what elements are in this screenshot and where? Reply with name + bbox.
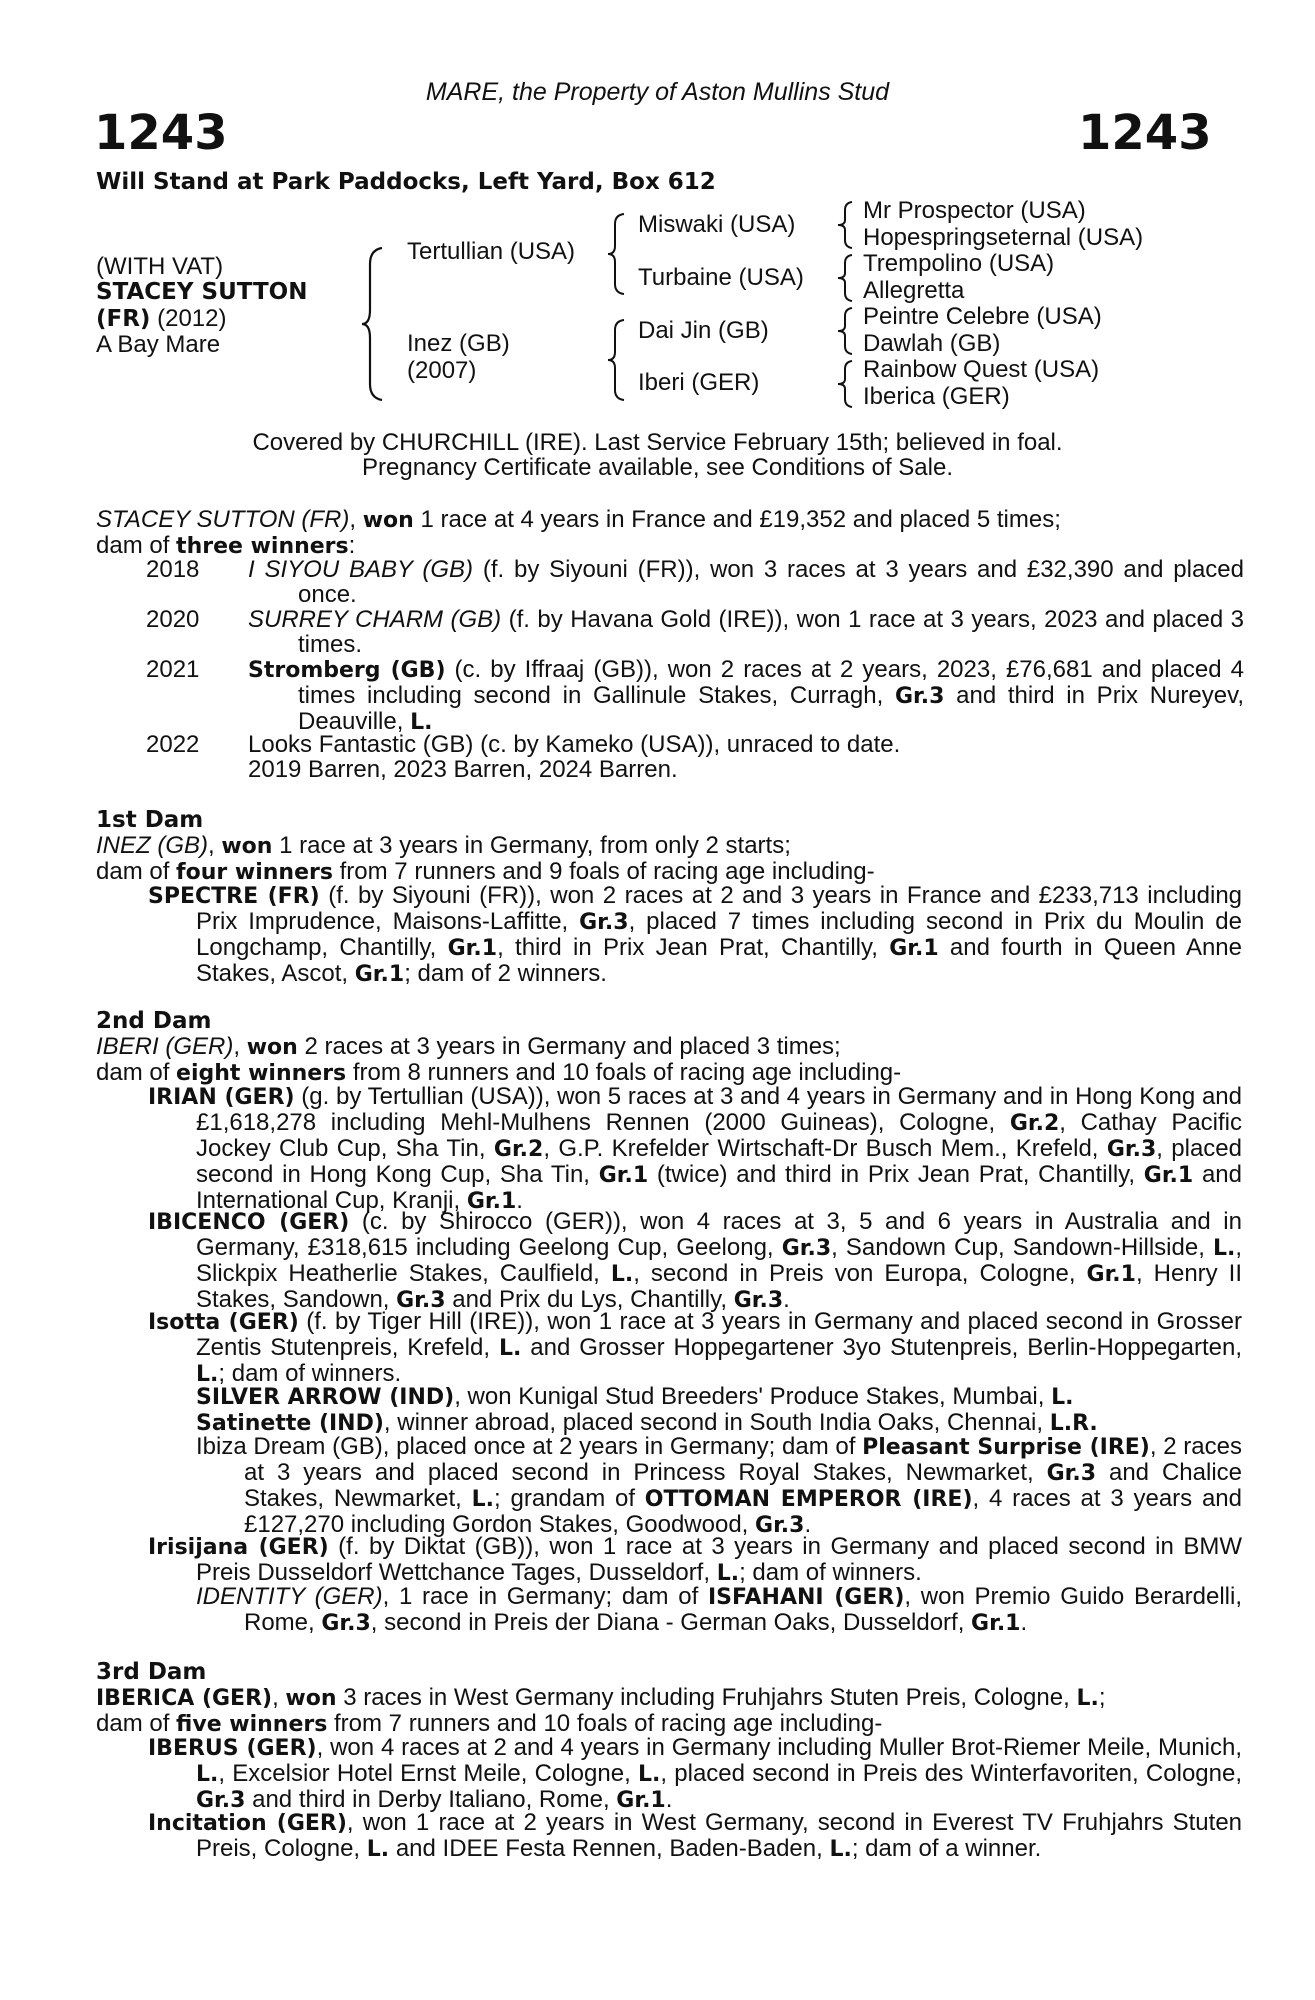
pedigree-brace-dam xyxy=(606,318,628,402)
third-dam-progeny-incitation: Incitation (GER), won 1 race at 2 years in West Germany, second in Everest TV Fruhjahrs Stuten Preis, Cologne, L. and IDEE Festa Rennen, Baden-Baden, L.; dam of a winner. xyxy=(148,1809,1243,1862)
second-dam-progeny-isotta: Isotta (GER) (f. by Tiger Hill (IRE)), won 1 race at 3 years in Germany and placed second in Grosser Zentis Stutenpreis, Krefeld, L. and Grosser Hoppegartener 3yo Stutenpreis, Berlin-Hoppegarten, L.; dam of winners. xyxy=(148,1308,1242,1387)
lot-number-right: 1243 xyxy=(1078,105,1212,161)
horse-name: STACEY SUTTON xyxy=(96,279,308,305)
gg-sire-1: Mr Prospector (USA) xyxy=(863,197,1086,224)
first-dam-heading: 1st Dam xyxy=(96,807,204,833)
horse-origin: (FR) xyxy=(96,306,151,332)
gg-sire-4: Rainbow Quest (USA) xyxy=(863,356,1100,383)
third-dam-heading: 3rd Dam xyxy=(96,1659,207,1685)
pedigree-brace-gg4 xyxy=(836,359,856,409)
pedigree-brace-gg2 xyxy=(836,253,856,303)
mare-record: STACEY SUTTON (FR), won 1 race at 4 years in France and £19,352 and placed 5 times; dam of three winners: xyxy=(96,506,1061,559)
gg-sire-2: Trempolino (USA) xyxy=(863,250,1055,277)
dam-sire: Dai Jin (GB) xyxy=(638,317,769,344)
second-dam-heading: 2nd Dam xyxy=(96,1008,212,1034)
produce-year-2021: 2021 xyxy=(146,656,200,683)
covered-line-1: Covered by CHURCHILL (IRE). Last Service February 15th; believed in foal. xyxy=(252,429,1063,456)
produce-year-2018: 2018 xyxy=(146,556,200,583)
pedigree-brace-gg3 xyxy=(836,306,856,356)
horse-description: A Bay Mare xyxy=(96,331,221,358)
produce-2020: SURREY CHARM (GB) (f. by Havana Gold (IRE)), won 1 race at 3 years, 2023 and placed 3 times. xyxy=(248,606,1244,658)
isotta-progeny: SILVER ARROW (IND), won Kunigal Stud Breeders' Produce Stakes, Mumbai, L. Satinette (IND), winner abroad, placed second in South India Oaks, Chennai, L.R. xyxy=(196,1383,1098,1436)
isotta-progeny-ibiza: Ibiza Dream (GB), placed once at 2 years in Germany; dam of Pleasant Surprise (IRE), 2 races at 3 years and placed second in Princess Royal Stakes, Newmarket, Gr.3 and Chalice Stakes, Newmarket, L.; grandam of OTTOMAN EMPEROR (IRE), 4 races at 3 years and £127,270 including Gordon Stakes, Goodwood, Gr.3. xyxy=(196,1433,1242,1538)
first-dam-record: INEZ (GB), won 1 race at 3 years in Germany, from only 2 starts; dam of four winners from 7 runners and 9 foals of racing age including- xyxy=(96,832,875,885)
sire-name: Tertullian (USA) xyxy=(407,238,576,265)
pedigree-brace-main xyxy=(360,244,390,404)
gg-dam-4: Iberica (GER) xyxy=(863,383,1010,410)
produce-year-2020: 2020 xyxy=(146,606,200,633)
vat-label: (WITH VAT) xyxy=(96,253,224,280)
pedigree-brace-sire xyxy=(606,212,628,296)
sire-sire: Miswaki (USA) xyxy=(638,211,796,238)
property-line xyxy=(0,80,1315,105)
third-dam-progeny-iberus: IBERUS (GER), won 4 races at 2 and 4 years in Germany including Muller Brot-Riemer Meile, Munich, L., Excelsior Hotel Ernst Meile, Cologne, L., placed second in Preis des Winterfavoriten, Cologne, Gr.3 and third in Derby Italiano, Rome, Gr.1. xyxy=(148,1734,1243,1813)
produce-2018: I SIYOU BABY (GB) (f. by Siyouni (FR)), won 3 races at 3 years and £32,390 and placed once. xyxy=(248,556,1244,608)
gg-dam-2: Allegretta xyxy=(863,277,965,304)
sire-dam: Turbaine (USA) xyxy=(638,264,804,291)
horse-origin-year xyxy=(96,306,227,332)
produce-2021: Stromberg (GB) (c. by Iffraaj (GB)), won 2 races at 2 years, 2023, £76,681 and placed 4 times including second in Gallinule Stakes, Curragh, Gr.3 and third in Prix Nureyev, Deauville, L. xyxy=(248,656,1244,735)
pedigree-brace-gg1 xyxy=(836,200,856,250)
dam-dam: Iberi (GER) xyxy=(638,369,760,396)
gg-dam-1: Hopespringseternal (USA) xyxy=(863,224,1144,251)
horse-year: (2012) xyxy=(150,305,227,332)
lot-number-left: 1243 xyxy=(94,105,228,161)
second-dam-progeny-irian: IRIAN (GER) (g. by Tertullian (USA)), won 5 races at 3 and 4 years in Germany and in Hong Kong and £1,618,278 including Mehl-Mulhens Rennen (2000 Guineas), Cologne, Gr.2, Cathay Pacific Jockey Club Cup, Sha Tin, Gr.2, G.P. Krefelder Wirtschaft-Dr Busch Mem., Krefeld, Gr.3, placed second in Hong Kong Cup, Sha Tin, Gr.1 (twice) and third in Prix Jean Prat, Chantilly, Gr.1 and International Cup, Kranji, Gr.1. xyxy=(148,1083,1243,1214)
produce-year-2022: 2022 xyxy=(146,731,200,758)
third-dam-record: IBERICA (GER), won 3 races in West Germany including Fruhjahrs Stuten Preis, Cologne, L.; dam of five winners from 7 runners and 10 foals of racing age including- xyxy=(96,1684,1106,1737)
dam-name: Inez (GB) xyxy=(407,330,510,357)
irisijana-progeny-identity: IDENTITY (GER), 1 race in Germany; dam of ISFAHANI (GER), won Premio Guido Berardelli, Rome, Gr.3, second in Preis der Diana - German Oaks, Dusseldorf, Gr.1. xyxy=(196,1583,1243,1636)
gg-sire-3: Peintre Celebre (USA) xyxy=(863,303,1102,330)
second-dam-record: IBERI (GER), won 2 races at 3 years in Germany and placed 3 times; dam of eight winners from 8 runners and 10 foals of racing age including- xyxy=(96,1033,902,1086)
produce-2022: Looks Fantastic (GB) (c. by Kameko (USA)), unraced to date. 2019 Barren, 2023 Barren, 2024 Barren. xyxy=(248,731,901,783)
first-dam-progeny-spectre: SPECTRE (FR) (f. by Siyouni (FR)), won 2 races at 2 and 3 years in France and £233,713 including Prix Imprudence, Maisons-Laffitte, Gr.3, placed 7 times including second in Prix du Moulin de Longchamp, Chantilly, Gr.1, third in Prix Jean Prat, Chantilly, Gr.1 and fourth in Queen Anne Stakes, Ascot, Gr.1; dam of 2 winners. xyxy=(148,882,1243,987)
dam-year: (2007) xyxy=(407,357,477,384)
location-line: Will Stand at Park Paddocks, Left Yard, Box 612 xyxy=(96,169,716,195)
property-text: MARE, the Property of Aston Mullins Stud xyxy=(425,78,890,106)
second-dam-progeny-ibicenco: IBICENCO (GER) (c. by Shirocco (GER)), won 4 races at 3, 5 and 6 years in Australia and in Germany, £318,615 including Geelong Cup, Geelong, Gr.3, Sandown Cup, Sandown-Hillside, L., Slickpix Heatherlie Stakes, Caulfield, L., second in Preis von Europa, Cologne, Gr.1, Henry II Stakes, Sandown, Gr.3 and Prix du Lys, Chantilly, Gr.3. xyxy=(148,1208,1243,1313)
second-dam-progeny-irisijana: Irisijana (GER) (f. by Diktat (GB)), won 1 race at 3 years in Germany and placed second in BMW Preis Dusseldorf Wettchance Tages, Dusseldorf, L.; dam of winners. xyxy=(148,1533,1242,1586)
covered-line-2: Pregnancy Certificate available, see Conditions of Sale. xyxy=(362,454,953,481)
gg-dam-3: Dawlah (GB) xyxy=(863,330,1001,357)
